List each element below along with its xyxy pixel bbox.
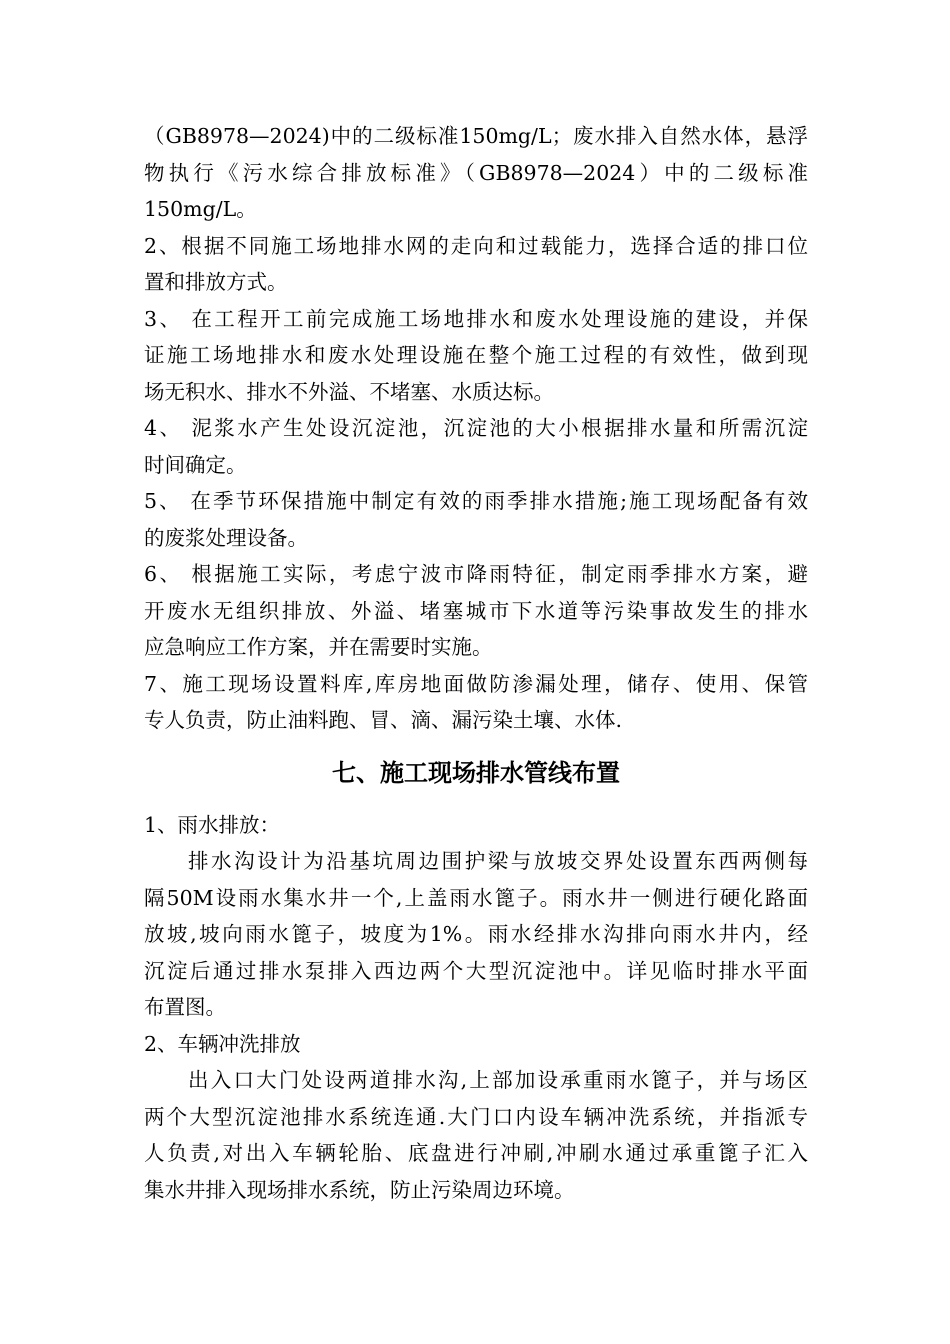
text-line: 沉淀后通过排水泵排入西边两个大型沉淀池中。详见临时排水平面 [144, 958, 808, 983]
text-line: 放坡,坡向雨水篦子，坡度为1%。雨水经排水沟排向雨水井内，经 [144, 922, 808, 946]
text-line: 7、施工现场设置料库,库房地面做防渗漏处理，储存、使用、保管 [144, 671, 808, 696]
text-line: 集水井排入现场排水系统，防止污染周边环境。 [144, 1177, 575, 1202]
text-line: 场无积水、排水不外溢、不堵塞、水质达标。 [144, 379, 554, 404]
text-line: 应急响应工作方案，并在需要时实施。 [144, 635, 493, 659]
text-line: 人负责,对出入车辆轮胎、底盘进行冲刷,冲刷水通过承重篦子汇入 [144, 1141, 808, 1165]
text-line: 时间确定。 [144, 452, 247, 477]
text-line: 4、 泥浆水产生处设沉淀池，沉淀池的大小根据排水量和所需沉淀 [144, 416, 808, 440]
text-line: 物执行《污水综合排放标准》（GB8978—2024）中的二级标准 [144, 160, 808, 185]
text-line: 布置图。 [144, 995, 226, 1019]
subsection-vehicle-wash [144, 1026, 808, 1209]
text-line: 150mg/L。 [144, 197, 257, 221]
paragraph-standards [144, 118, 808, 228]
text-line: 排水沟设计为沿基坑周边围护梁与放坡交界处设置东西两侧每 [188, 849, 808, 873]
paragraph-item-6 [144, 556, 808, 666]
text-line: 两个大型沉淀池排水系统连通.大门口内设车辆冲洗系统，并指派专 [144, 1104, 808, 1129]
paragraph-item-5 [144, 483, 808, 556]
paragraph-item-4 [144, 410, 808, 483]
text-line: 3、 在工程开工前完成施工场地排水和废水处理设施的建设，并保 [144, 306, 808, 331]
text-line: 出入口大门处设两道排水沟,上部加设承重雨水篦子，并与场区 [188, 1068, 808, 1092]
text-line: 置和排放方式。 [144, 270, 288, 294]
text-line: （GB8978—2024)中的二级标准150mg/L；废水排入自然水体，悬浮 [144, 124, 808, 148]
text-line: 开废水无组织排放、外溢、堵塞城市下水道等污染事故发生的排水 [144, 598, 808, 623]
subsection-title: 2、车辆冲洗排放 [144, 1031, 301, 1056]
text-line: 5、 在季节环保措施中制定有效的雨季排水措施;施工现场配备有效 [144, 489, 808, 513]
paragraph-item-2 [144, 228, 808, 301]
subsection-title: 1、雨水排放： [144, 812, 281, 837]
paragraph-item-3 [144, 301, 808, 411]
text-line: 隔50M设雨水集水井一个,上盖雨水篦子。雨水井一侧进行硬化路面 [144, 885, 808, 910]
section-heading: 七、施工现场排水管线布置 [332, 758, 620, 787]
text-line: 证施工场地排水和废水处理设施在整个施工过程的有效性，做到现 [144, 343, 808, 367]
text-line: 2、根据不同施工场地排水网的走向和过载能力，选择合适的排口位 [144, 233, 808, 258]
document-page [144, 118, 808, 1208]
text-line: 专人负责，防止油料跑、冒、滴、漏污染土壤、水体. [144, 708, 623, 732]
text-line: 6、 根据施工实际，考虑宁波市降雨特征，制定雨季排水方案，避 [144, 562, 808, 586]
paragraph-item-7 [144, 666, 808, 739]
text-line: 的废浆处理设备。 [144, 525, 308, 550]
subsection-rainwater [144, 807, 808, 1026]
